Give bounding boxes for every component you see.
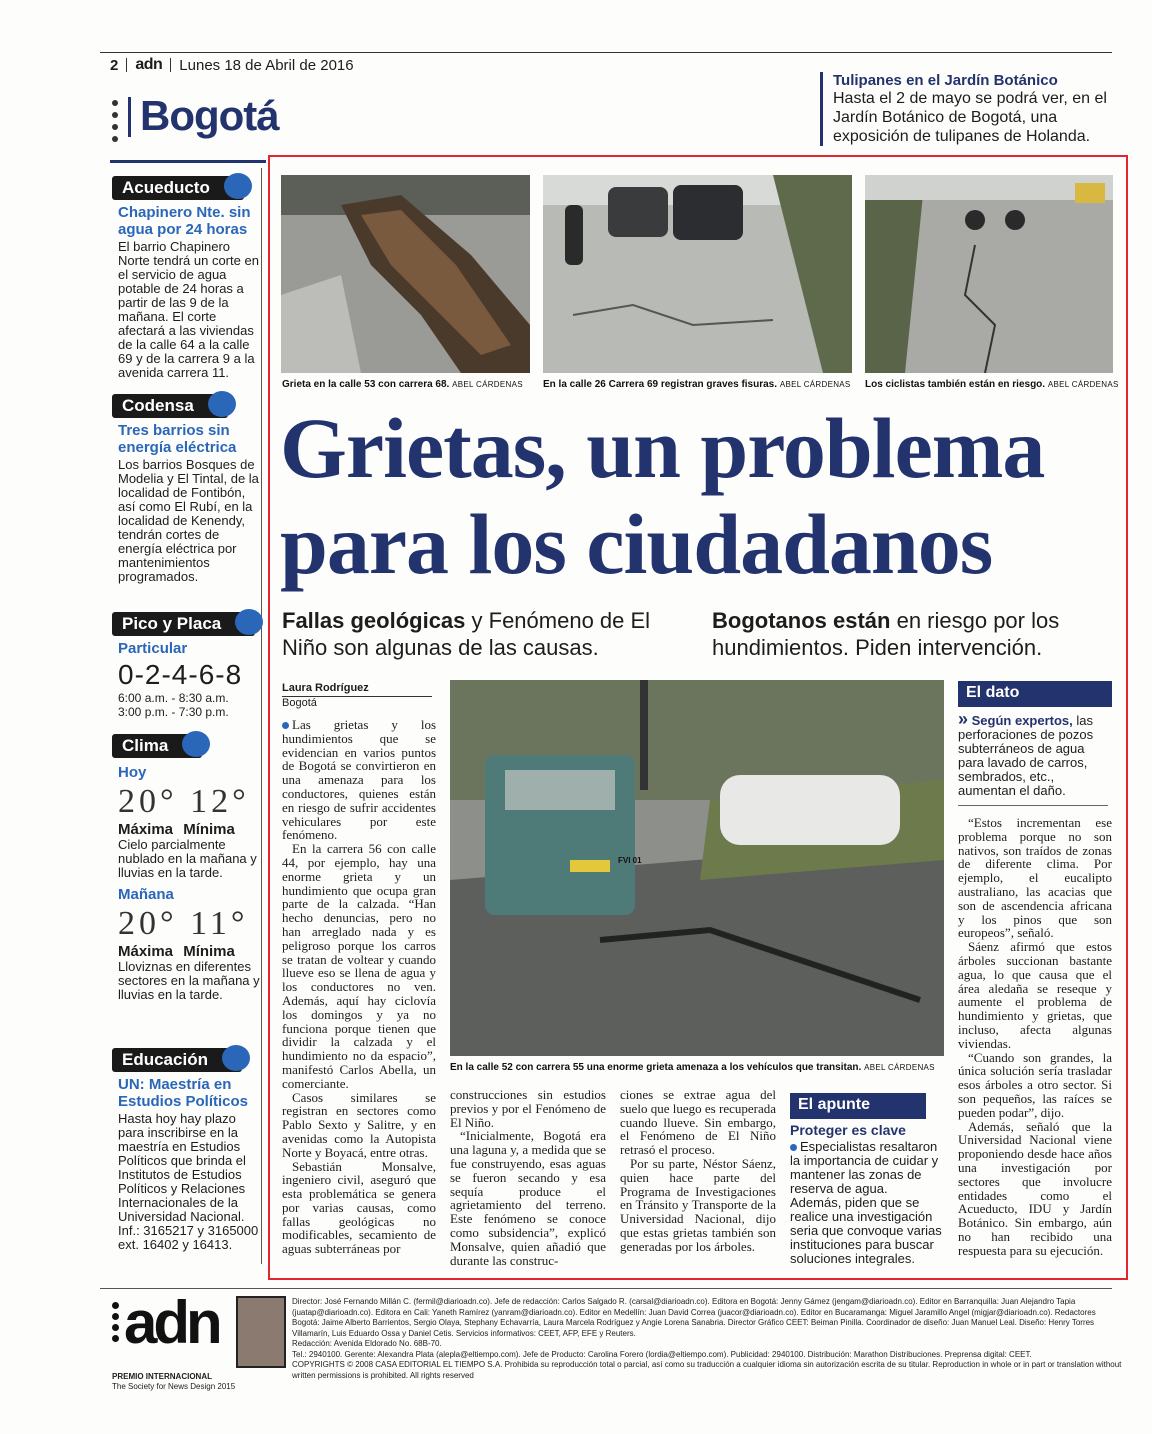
award-badge-icon	[236, 1296, 286, 1368]
sidebar-pico-placa	[112, 612, 260, 719]
header-divider	[170, 58, 171, 72]
sidebar-tab-label: Clima	[122, 736, 169, 755]
photo-caption	[282, 379, 523, 390]
dato-label: El dato	[958, 681, 1112, 707]
page-header	[110, 56, 354, 74]
pico-placa-time: 6:00 a.m. - 8:30 a.m.	[118, 691, 229, 705]
paragraph: “Estos incrementan ese problema porque no son nativos, son traídos de zonas de diferente clima. Por ejemplo, el eucalipto australiano, las acacias que son de ascendencia africana y los pinos que son europeos”, señaló.	[958, 815, 1112, 941]
section-title: Bogotá	[140, 92, 279, 139]
caption-text: Grieta en la calle 53 con carrera 68.	[282, 379, 450, 390]
paragraph: ciones se extrae agua del suelo que luego es recuperada cuando llueve. Sin embargo, el Fenómeno de El Niño retrasó el proceso.	[620, 1087, 776, 1158]
paragraph-text: Las grietas y los hundimientos que se evidencian en varios puntos de Bogotá se convirtieron en una amenaza para los conductores, quienes están en riesgo de sufrir accidentes vehiculares por este fenómeno.	[282, 717, 436, 843]
photo-credit: ABEL CÁRDENAS	[779, 380, 851, 389]
deck-left	[282, 607, 682, 661]
footer-rule	[100, 1288, 1112, 1289]
sidebar-clima	[112, 734, 260, 1002]
photo-ciclistas	[865, 175, 1113, 373]
dato-body: las perforaciones de pozos subterráneos de agua para lavado de carros, sembrados, etc., aumentan el daño.	[958, 713, 1094, 798]
license-plate: FVI 01	[618, 856, 642, 865]
deck-text: y Fenómeno de El Niño son algunas de las causas.	[282, 608, 651, 660]
chevron-right-icon: »	[958, 709, 969, 729]
main-photo-jeep	[450, 680, 944, 1056]
weather-temps: 20° 11°	[118, 905, 249, 942]
weather-temps: 20° 12°	[118, 783, 250, 820]
paragraph: Sáenz afirmó que estos árboles succionan bastante agua, lo que causa que el área aledaña se reseque y aumente el problema de hundimiento y grietas, que incluso, afecta algunas viviendas.	[958, 939, 1112, 1051]
jeep-photo-illustration	[450, 680, 944, 1056]
headline	[280, 400, 1120, 592]
cyclists-photo-illustration	[865, 175, 1113, 373]
photo-credit: ABEL CÁRDENAS	[1047, 380, 1119, 389]
speech-bubble-icon	[235, 609, 263, 635]
sidebar-tab	[112, 612, 255, 636]
pico-placa-time: 3:00 p.m. - 7:30 p.m.	[118, 705, 229, 719]
sidebar-tab	[112, 1048, 242, 1072]
photo-caption	[865, 379, 1119, 390]
apunte-paragraph: Además, piden que se realice una investigación seria que convoque varias instituciones para buscar soluciones integrales.	[790, 1195, 942, 1266]
masthead-credits	[292, 1297, 1122, 1381]
page-number: 2	[110, 56, 119, 74]
credits-line: Director: José Fernando Millán C. (fermil@diarioadn.co). Jefe de redacción: Carlos Salgado R. (carsal@diarioadn.co). Editora en Bogotá: Jenny Gámez (jengam@diarioadn.co). Editor en Barranquilla: Juan Alejandro Tapia (juatap@diarioadn.co). Editora en Cali: Yaneth Ramírez (yanram@diarioadn.co). Editor en Medellín: Juan David Correa (juacor@diarioadn.co). Editor en Bucaramanga: Miguel Jaramillo Angel (migjar@diarioadn.co). Redactores Bogotá: Jaime Alberto Barrientos, Sergio Olaya, Stephany Echavarría, Laura Marcela Rodríguez y Angie Lorena Sanabria. Director Gráfico CEET: Beiman Pinilla. Coordinador de diseño: Juan Manuel Leal. Diseño: Henry Torres Villamarín, Luis Eduardo Ossa y Daniel Cetis. Servicios informativos: CEET, AFP, EFE y Reuters.	[292, 1297, 1096, 1338]
paragraph: “Inicialmente, Bogotá era una laguna y, a medida que se fue construyendo, esas aguas se fueron secando y esa sequía produce el agrietamiento del terreno. Este fenómeno se conoce como subsidencia”, explicó Monsalve, quien añadió que durante las construc-	[450, 1128, 606, 1268]
headline-line: Grietas, un problema	[280, 400, 1045, 496]
credits-line: COPYRIGHTS © 2008 CASA EDITORIAL EL TIEMPO S.A. Prohibida su reproducción total o parcial, así como su traducción a cualquier idioma sin autorización escrita de su titular. Reproduction in whole or in part or translation without written permissions is prohibited. All rights reserved	[292, 1360, 1122, 1380]
photo-crack-calle-53	[281, 175, 530, 373]
sidebar-tab	[112, 394, 228, 418]
award-subtitle: The Society for News Design 2015	[112, 1382, 236, 1391]
top-rule	[100, 52, 1112, 53]
paragraph: construcciones sin estudios previos y por el Fenómeno de El Niño.	[450, 1087, 606, 1130]
credits-line: Tel.: 2940100. Gerente: Alexandra Plata (alepla@eltiempo.com). Jefe de Producto: Carolina Forero (lordia@eltiempo.com). Publicidad: 2940100. Distribución: Marathon Distribuciones. Preprensa digital: CEET.	[292, 1349, 1032, 1359]
weather-maxmin: Máxima Mínima	[118, 943, 235, 960]
sidebar-top-rule	[110, 160, 266, 163]
apunte-body	[790, 1140, 946, 1266]
award-text	[112, 1372, 235, 1392]
paragraph: Además, señaló que la Universidad Nacional viene proponiendo desde hace años una investigación por sectores que involucre entidades como el Acueducto, IDU y Jardín Botánico. Sin embargo, aún no han recibido una respuesta para su ejecución.	[958, 1118, 1112, 1258]
article-column-1	[282, 718, 436, 1256]
sidebar-tab-label: Pico y Placa	[122, 614, 222, 633]
caption-text: En la calle 52 con carrera 55 una enorme grieta amenaza a los vehículos que transitan.	[450, 1062, 862, 1073]
bullet-icon	[282, 722, 289, 729]
deck-text: en riesgo por los hundimientos. Piden intervención.	[712, 608, 1060, 660]
issue-date: Lunes 18 de Abril de 2016	[179, 56, 354, 74]
road-photo-illustration	[543, 175, 852, 373]
paragraph: En la carrera 56 con calle 44, por ejemplo, hay una enorme grieta y un hundimiento que ocupa gran parte de la calzada. “Han hecho denuncias, pero no han arreglado nada y es peligroso porque los carros se tratan de voltear y cuando llueve eso se llena de agua y los conductores no ven. Además, aquí hay ciclovía los domingos y ya no funciona porque tienen que dividir la calzada y el hundimiento no da espacio”, manifestó Carlos Abella, un comerciante.	[282, 841, 436, 1091]
sidebar-educacion	[112, 1048, 260, 1252]
speech-bubble-icon	[208, 391, 236, 417]
apunte-text: Especialistas resaltaron la importancia de cuidar y mantener las zonas de reserva de agua.	[790, 1139, 939, 1196]
promo-box	[820, 72, 1120, 146]
photo-caption	[543, 379, 851, 390]
dato-bold: Según expertos,	[971, 713, 1073, 728]
paragraph: Sebastián Monsalve, ingeniero civil, aseguró que esta problemática se genera por varias causas, como fallas geológicas no modificables, secamiento de aguas subterráneas por	[282, 1158, 436, 1257]
apunte-label: El apunte	[790, 1093, 926, 1119]
sidebar-headline: Particular	[118, 640, 188, 657]
paragraph: Casos similares se registran en sectores como Pablo Sexto y Salitre, y en avenidas como la Autopista Norte y Boyacá, entre otras.	[282, 1089, 436, 1160]
speech-bubble-icon	[224, 173, 252, 199]
deck-right	[712, 607, 1112, 661]
sidebar-codensa	[112, 394, 260, 584]
section-bar	[128, 97, 131, 137]
sidebar-tab-label: Educación	[122, 1050, 208, 1069]
article-column-5	[958, 816, 1112, 1258]
bullet-icon	[790, 1144, 797, 1151]
sidebar-tab-label: Acueducto	[122, 178, 210, 197]
dateline: Bogotá	[282, 697, 317, 709]
headline-line: para los ciudadanos	[280, 496, 993, 592]
sidebar-body: Los barrios Bosques de Modelia y El Tintal, de la localidad de Fontibón, así como El Rubí, en la localidad de Kenendy, tendrán cortes de energía eléctrica por mantenimientos programados.	[118, 457, 259, 584]
apunte-title: Proteger es clave	[790, 1122, 906, 1138]
sidebar-headline: UN: Maestría en Estudios Políticos	[118, 1076, 249, 1110]
caption-text: En la calle 26 Carrera 69 registran graves fisuras.	[543, 379, 778, 390]
weather-day: Hoy	[118, 764, 147, 781]
weather-desc: Lloviznas en diferentes sectores en la mañana y lluvias en la tarde.	[118, 959, 260, 1002]
article-column-3	[620, 1088, 776, 1254]
paragraph: “Cuando son grandes, la única solución sería trasladar esos árboles a otro sector. Si son pequeños, las raíces se pueden podar”, dijo.	[958, 1049, 1112, 1120]
pico-placa-digits: 0-2-4-6-8	[118, 659, 243, 690]
sidebar	[112, 168, 262, 1264]
footer-dots-icon	[112, 1302, 120, 1346]
paragraph	[282, 718, 436, 842]
speech-bubble-icon	[182, 731, 210, 757]
award-title: PREMIO INTERNACIONAL	[112, 1372, 212, 1381]
deck-bold: Fallas geológicas	[282, 608, 466, 633]
apunte-paragraph	[790, 1140, 946, 1196]
sidebar-tab	[112, 734, 202, 758]
deck-bold: Bogotanos están	[712, 608, 891, 633]
sidebar-headline: Chapinero Nte. sin agua por 24 horas	[118, 204, 251, 238]
footer-logo: adn	[124, 1289, 219, 1356]
photo-calle-26	[543, 175, 852, 373]
sidebar-body: Hasta hoy hay plazo para inscribirse en la maestría en Estudios Políticos que brinda el Institutos de Estudios Políticos y Relaciones Internacionales de la Universidad Nacional. Inf.: 3165217 y 3165000 ext. 16402 y 16413.	[118, 1111, 259, 1252]
main-photo-caption	[450, 1062, 935, 1073]
sidebar-acueducto	[112, 176, 260, 380]
paragraph: Por su parte, Néstor Sáenz, quien hace parte del Programa de Investigaciones en Tránsito y Transporte de la Universidad Nacional, dijo que estas grietas también son generadas por los árboles.	[620, 1155, 776, 1254]
caption-text: Los ciclistas también están en riesgo.	[865, 379, 1046, 390]
sidebar-tab-label: Codensa	[122, 396, 194, 415]
photo-credit: ABEL CÁRDENAS	[452, 380, 523, 389]
promo-title: Tulipanes en el Jardín Botánico	[833, 72, 1058, 89]
dato-text	[958, 709, 1108, 798]
weather-maxmin: Máxima Mínima	[118, 821, 235, 838]
brand-name: adn	[135, 56, 163, 73]
sidebar-body: El barrio Chapinero Norte tendrá un corte en el servicio de agua potable de 24 horas a partir de las 9 de la mañana. El corte afectará a las viviendas de la calle 64 a la calle 69 y de la carrera 9 a la avenida carrera 11.	[118, 239, 259, 380]
weather-day: Mañana	[118, 886, 174, 903]
photo-credit: ABEL CÁRDENAS	[864, 1063, 935, 1072]
speech-bubble-icon	[222, 1045, 250, 1071]
crack-photo-illustration	[281, 175, 530, 373]
article-column-2	[450, 1088, 606, 1267]
sidebar-tab	[112, 176, 244, 200]
byline	[282, 682, 432, 709]
section-dots-icon	[112, 100, 118, 148]
credits-line: Redacción: Avenida Eldorado No. 68B-70.	[292, 1339, 442, 1348]
author-name: Laura Rodríguez	[282, 682, 369, 694]
dato-rule	[958, 805, 1108, 806]
sidebar-headline: Tres barrios sin energía eléctrica	[118, 422, 237, 456]
promo-body: Hasta el 2 de mayo se podrá ver, en el Jardín Botánico de Bogotá, una exposición de tulipanes de Holanda.	[833, 90, 1107, 145]
header-divider	[126, 58, 127, 72]
weather-desc: Cielo parcialmente nublado en la mañana y lluvias en la tarde.	[118, 837, 257, 880]
